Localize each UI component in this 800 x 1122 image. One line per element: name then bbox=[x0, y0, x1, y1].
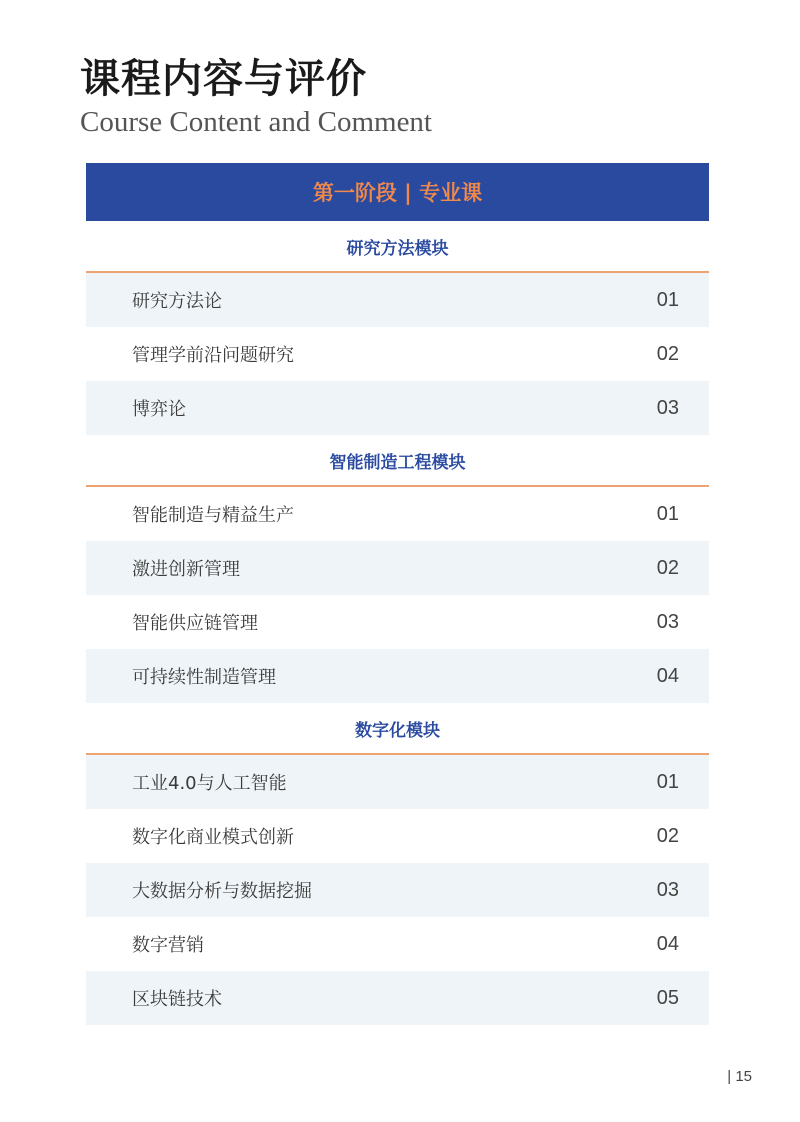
course-row bbox=[86, 541, 709, 595]
course-number: 01 bbox=[656, 288, 679, 311]
course-name: 数字化商业模式创新 bbox=[132, 827, 294, 848]
course-name: 智能供应链管理 bbox=[132, 613, 258, 634]
course-name: 管理学前沿问题研究 bbox=[132, 345, 294, 366]
course-name: 研究方法论 bbox=[132, 291, 222, 312]
course-number: 01 bbox=[656, 502, 679, 525]
course-row bbox=[86, 327, 709, 381]
course-row bbox=[86, 273, 709, 327]
course-name: 工业4.0与人工智能 bbox=[132, 773, 287, 794]
course-number: 02 bbox=[656, 824, 679, 847]
course-row bbox=[86, 971, 709, 1025]
course-name: 博弈论 bbox=[132, 399, 186, 420]
course-number: 04 bbox=[656, 664, 679, 687]
module-title: 数字化模块 bbox=[86, 703, 709, 755]
page-title: 课程内容与评价 bbox=[80, 56, 367, 102]
course-name: 智能制造与精益生产 bbox=[132, 505, 294, 526]
course-row bbox=[86, 809, 709, 863]
course-number: 03 bbox=[656, 396, 679, 419]
course-number: 03 bbox=[656, 878, 679, 901]
module-title: 智能制造工程模块 bbox=[86, 435, 709, 487]
course-name: 数字营销 bbox=[132, 935, 204, 956]
stage-header: 第一阶段 | 专业课 bbox=[86, 163, 709, 221]
course-name: 激进创新管理 bbox=[132, 559, 240, 580]
course-name: 可持续性制造管理 bbox=[132, 667, 276, 688]
course-row bbox=[86, 755, 709, 809]
course-name: 大数据分析与数据挖掘 bbox=[132, 881, 312, 902]
course-number: 03 bbox=[656, 610, 679, 633]
course-row bbox=[86, 649, 709, 703]
course-row bbox=[86, 917, 709, 971]
course-number: 02 bbox=[656, 556, 679, 579]
course-row bbox=[86, 863, 709, 917]
course-row bbox=[86, 487, 709, 541]
page-number: | 15 bbox=[727, 1068, 752, 1085]
course-number: 05 bbox=[656, 986, 679, 1009]
course-row bbox=[86, 381, 709, 435]
course-number: 04 bbox=[656, 932, 679, 955]
course-name: 区块链技术 bbox=[132, 989, 222, 1010]
course-row bbox=[86, 595, 709, 649]
module-title: 研究方法模块 bbox=[86, 221, 709, 273]
course-number: 01 bbox=[656, 770, 679, 793]
course-number: 02 bbox=[656, 342, 679, 365]
course-table bbox=[86, 163, 709, 1025]
page-subtitle: Course Content and Comment bbox=[80, 106, 432, 138]
